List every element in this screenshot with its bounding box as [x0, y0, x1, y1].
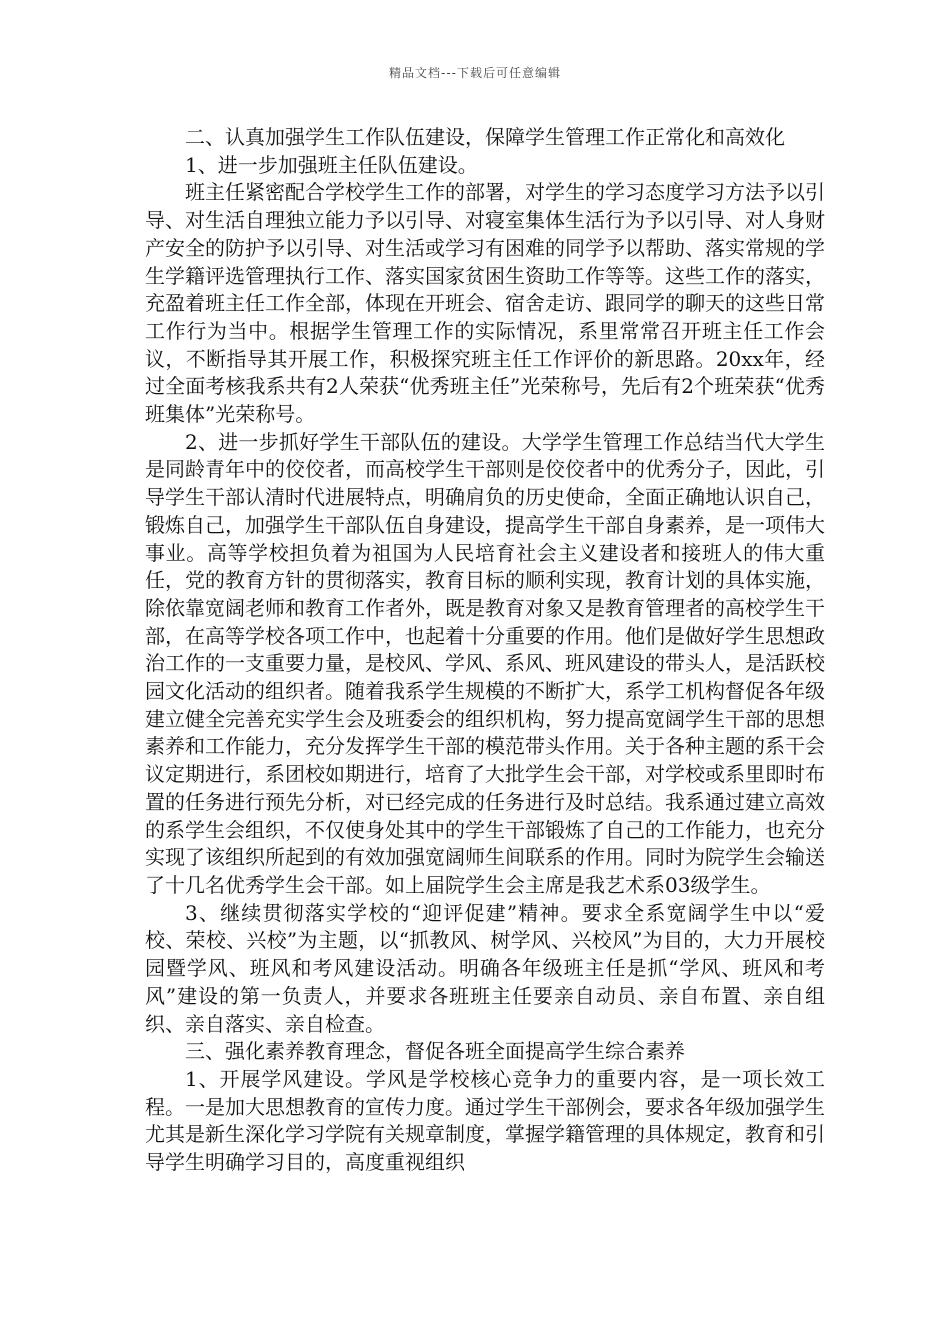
paragraph-student-cadres: 2、进一步抓好学生干部队伍的建设。大学学生管理工作总结当代大学生是同龄青年中的佼佼者，而高校学生干部则是佼佼者中的优秀分子，因此，引导学生干部认清时代进展特点，明确肩负的历史使命，全面正确地认识自己，锻炼自己，加强学生干部队伍自身建设，提高学生干部自身素养，是一项伟大事业。高等学校担负着为祖国为人民培育社会主义建设者和接班人的伟大重任，党的教育方针的贯彻落实，教育目标的顺利实现，教育计划的具体实施，除依靠宽阔老师和教育工作者外，既是教育对象又是教育管理者的高校学生干部，在高等学校各项工作中，也起着十分重要的作用。他们是做好学生思想政治工作的一支重要力量，是校风、学风、系风、班风建设的带头人，是活跃校园文化活动的组织者。随着我系学生规模的不断扩大，系学工机构督促各年级建立健全完善充实学生会及班委会的组织机构，努力提高宽阔学生干部的思想素养和工作能力，充分发挥学生干部的模范带头作用。关于各种主题的系干会议定期进行，系团校如期进行，培育了大批学生会干部，对学校或系里即时布置的任务进行预先分析，对已经完成的任务进行及时总结。我系通过建立高效的系学生会组织，不仅使身处其中的学生干部锻炼了自己的工作能力，也充分实现了该组织所起到的有效加强宽阔师生间联系的作用。同时为院学生会输送了十几名优秀学生会干部。如上届院学生会主席是我艺术系03级学生。: [145, 429, 825, 897]
page-header: 精品文档---下载后可任意编辑: [389, 66, 561, 80]
section-heading-2: 二、认真加强学生工作队伍建设，保障学生管理工作正常化和高效化: [185, 125, 785, 149]
paragraph-evaluation-spirit: 3、继续贯彻落实学校的“迎评促建”精神。要求全系宽阔学生中以“爱校、荣校、兴校”为主题，以“抓教风、树学风、兴校风”为目的，大力开展校园暨学风、班风和考风建设活动。明确各年级班主任是抓“学风、班风和考风”建设的第一负责人，并要求各班班主任要亲自动员、亲自布置、亲自组织、亲自落实、亲自检查。: [145, 900, 825, 1036]
paragraph-study-style: 1、开展学风建设。学风是学校核心竞争力的重要内容，是一项长效工程。一是加大思想教育的宣传力度。通过学生干部例会，要求各年级加强学生尤其是新生深化学习学院有关规章制度，掌握学籍管理的具体规定，教育和引导学生明确学习目的，高度重视组织: [145, 1066, 825, 1175]
document-body: [145, 124, 825, 1177]
section-heading-3: 三、强化素养教育理念，督促各班全面提高学生综合素养: [185, 1039, 685, 1064]
subsection-heading-2-1: 1、进一步加强班主任队伍建设。: [185, 152, 478, 177]
paragraph-head-teacher: 班主任紧密配合学校学生工作的部署，对学生的学习态度学习方法予以引导、对生活自理独立能力予以引导、对寝室集体生活行为予以引导、对人身财产安全的防护予以引导、对生活或学习有困难的同学予以帮助、落实常规的学生学籍评选管理执行工作、落实国家贫困生资助工作等等。这些工作的落实，充盈着班主任工作全部，体现在开班会、宿舍走访、跟同学的聊天的这些日常工作行为当中。根据学生管理工作的实际情况，系里常常召开班主任工作会议，不断指导其开展工作，积极探究班主任工作评价的新思路。20xx年，经过全面考核我系共有2人荣获“优秀班主任”光荣称号，先后有2个班荣获“优秀班集体”光荣称号。: [145, 180, 825, 427]
